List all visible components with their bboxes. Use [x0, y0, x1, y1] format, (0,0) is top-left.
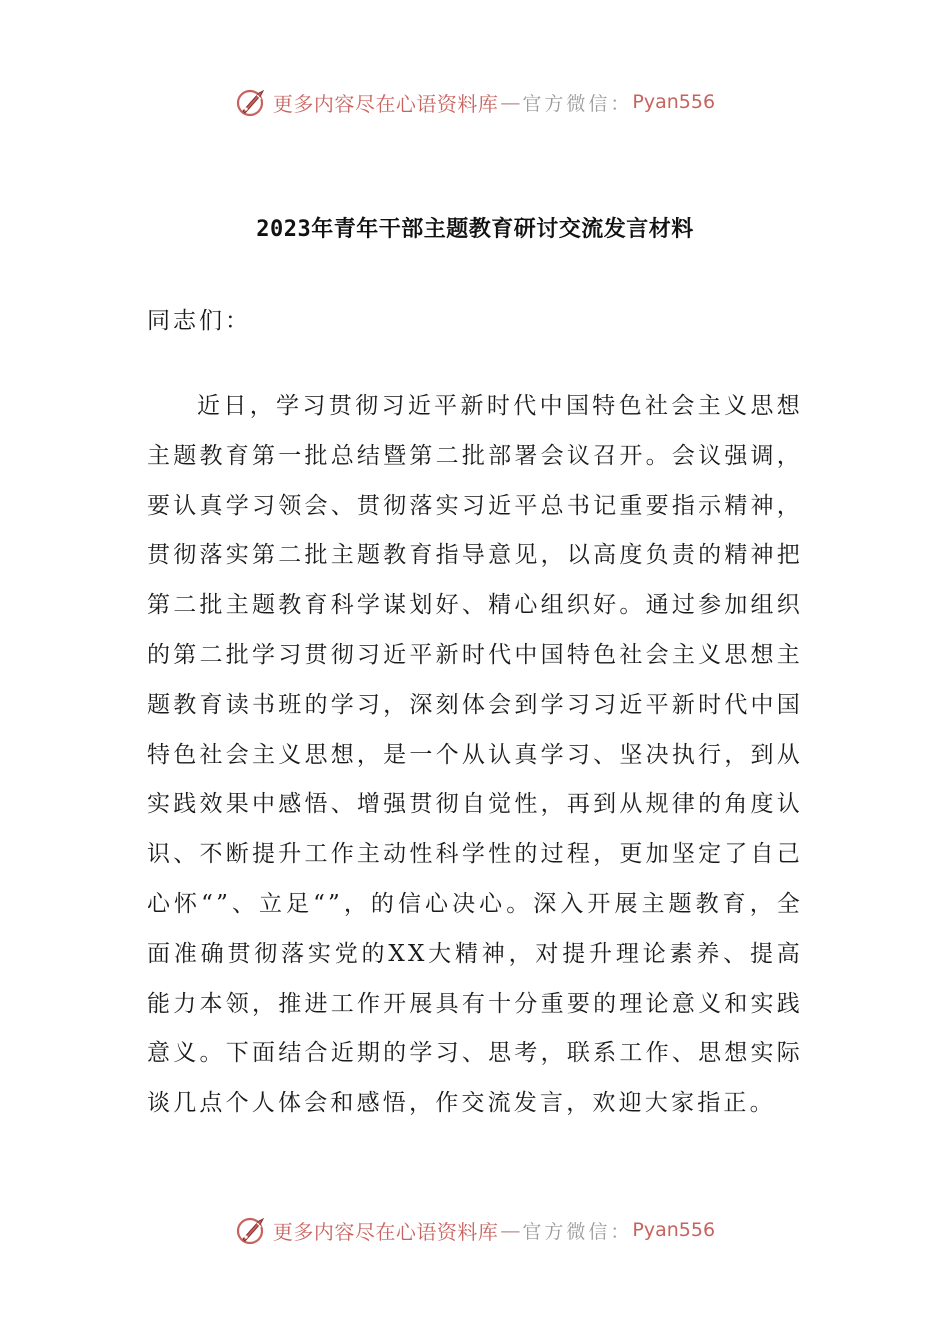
banner-slogan: 更多内容尽在心语资料库	[272, 1219, 499, 1244]
banner-separator: —	[500, 90, 521, 114]
banner-wechat-id: Pyan556	[632, 91, 716, 113]
banner-separator: —	[500, 1218, 521, 1242]
banner-wechat-label: 官方微信：	[522, 1220, 633, 1243]
document-title: 2023年青年干部主题教育研讨交流发言材料	[256, 217, 694, 242]
body-paragraph: 近日，学习贯彻习近平新时代中国特色社会主义思想主题教育第一批总结暨第二批部署会议召开。会议强调，要认真学习领会、贯彻落实习近平总书记重要指示精神，贯彻落实第二批主题教育指导意见，以高度负责的精神把第二批主题教育科学谋划好、精心组织好。通过参加组织的第二批学习贯彻习近平新时代中国特色社会主义思想主题教育读书班的学习，深刻体会到学习习近平新时代中国特色社会主义思想，是一个从认真学习、坚决执行，到从实践效果中感悟、增强贯彻自觉性，再到从规律的角度认识、不断提升工作主动性科学性的过程，更加坚定了自己心怀“”、立足“”，的信心决心。深入开展主题教育，全面准确贯彻落实党的XX大精神，对提升理论素养、提高能力本领，推进工作开展具有十分重要的理论意义和实践意义。下面结合近期的学习、思考，联系工作、思想实际谈几点个人体会和感悟，作交流发言，欢迎大家指正。	[147, 393, 803, 1117]
salutation: 同志们：	[147, 308, 251, 334]
pen-nib-logo-icon	[235, 85, 269, 119]
pen-nib-logo-icon	[235, 1213, 269, 1247]
header-banner	[0, 82, 950, 122]
banner-wechat-id: Pyan556	[632, 1219, 716, 1241]
footer-banner	[0, 1210, 950, 1250]
banner-slogan: 更多内容尽在心语资料库	[272, 91, 499, 116]
banner-wechat-label: 官方微信：	[522, 92, 633, 115]
